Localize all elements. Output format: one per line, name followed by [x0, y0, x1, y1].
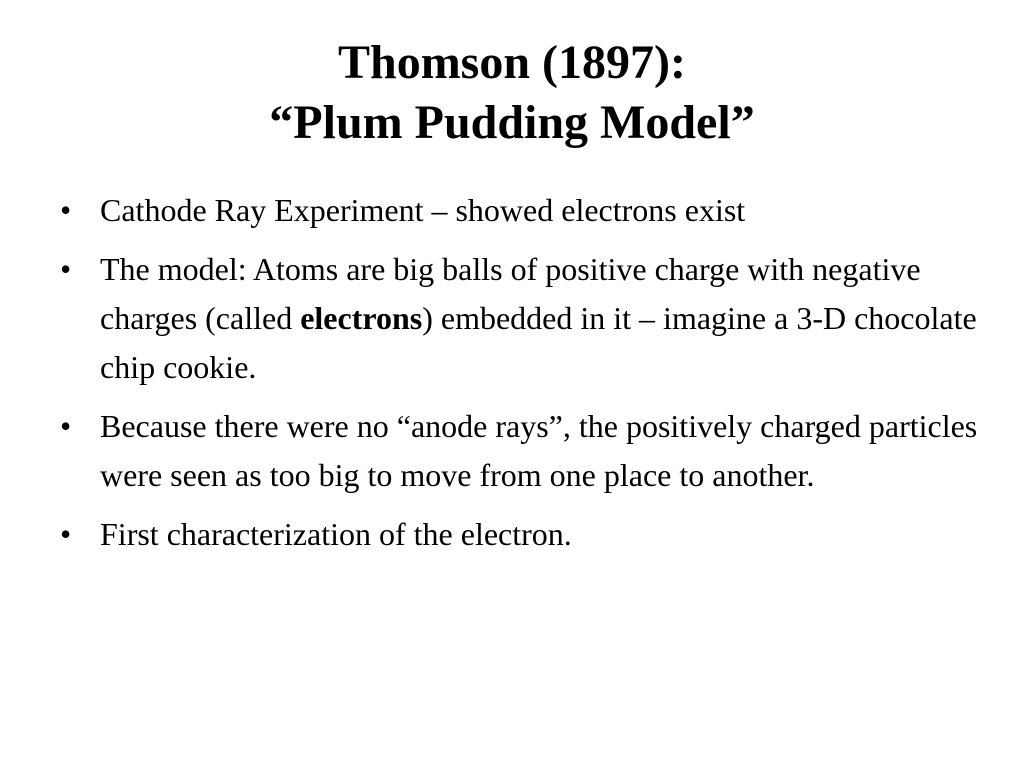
bullet-list	[60, 186, 980, 569]
bullet-marker-icon: •	[60, 408, 72, 444]
title-line-2: “Plum Pudding Model”	[269, 96, 755, 149]
bullet-marker-icon: •	[60, 251, 72, 287]
bullet-item-characterization	[60, 510, 980, 559]
bullet-marker-icon: •	[60, 192, 72, 228]
bullet-text: Cathode Ray Experiment – showed electrons exist	[100, 192, 746, 228]
bullet-text-after: ) embedded in it – imagine a 3-D chocolate chip cookie.	[100, 300, 977, 385]
bullet-bold-term: electrons	[300, 300, 423, 336]
bullet-item-cathode-ray	[60, 186, 980, 235]
bullet-text-before: The model: Atoms are big balls of positive charge with negative charges (called	[100, 251, 921, 336]
bullet-text: Because there were no “anode rays”, the positively charged particles were seen as too big to move from one place to another.	[100, 408, 978, 493]
bullet-item-model	[60, 245, 980, 392]
title-line-1: Thomson (1897):	[337, 36, 687, 89]
bullet-text: First characterization of the electron.	[100, 516, 572, 552]
bullet-marker-icon: •	[60, 516, 72, 552]
slide-title	[0, 33, 1024, 153]
bullet-item-anode-rays	[60, 402, 980, 500]
